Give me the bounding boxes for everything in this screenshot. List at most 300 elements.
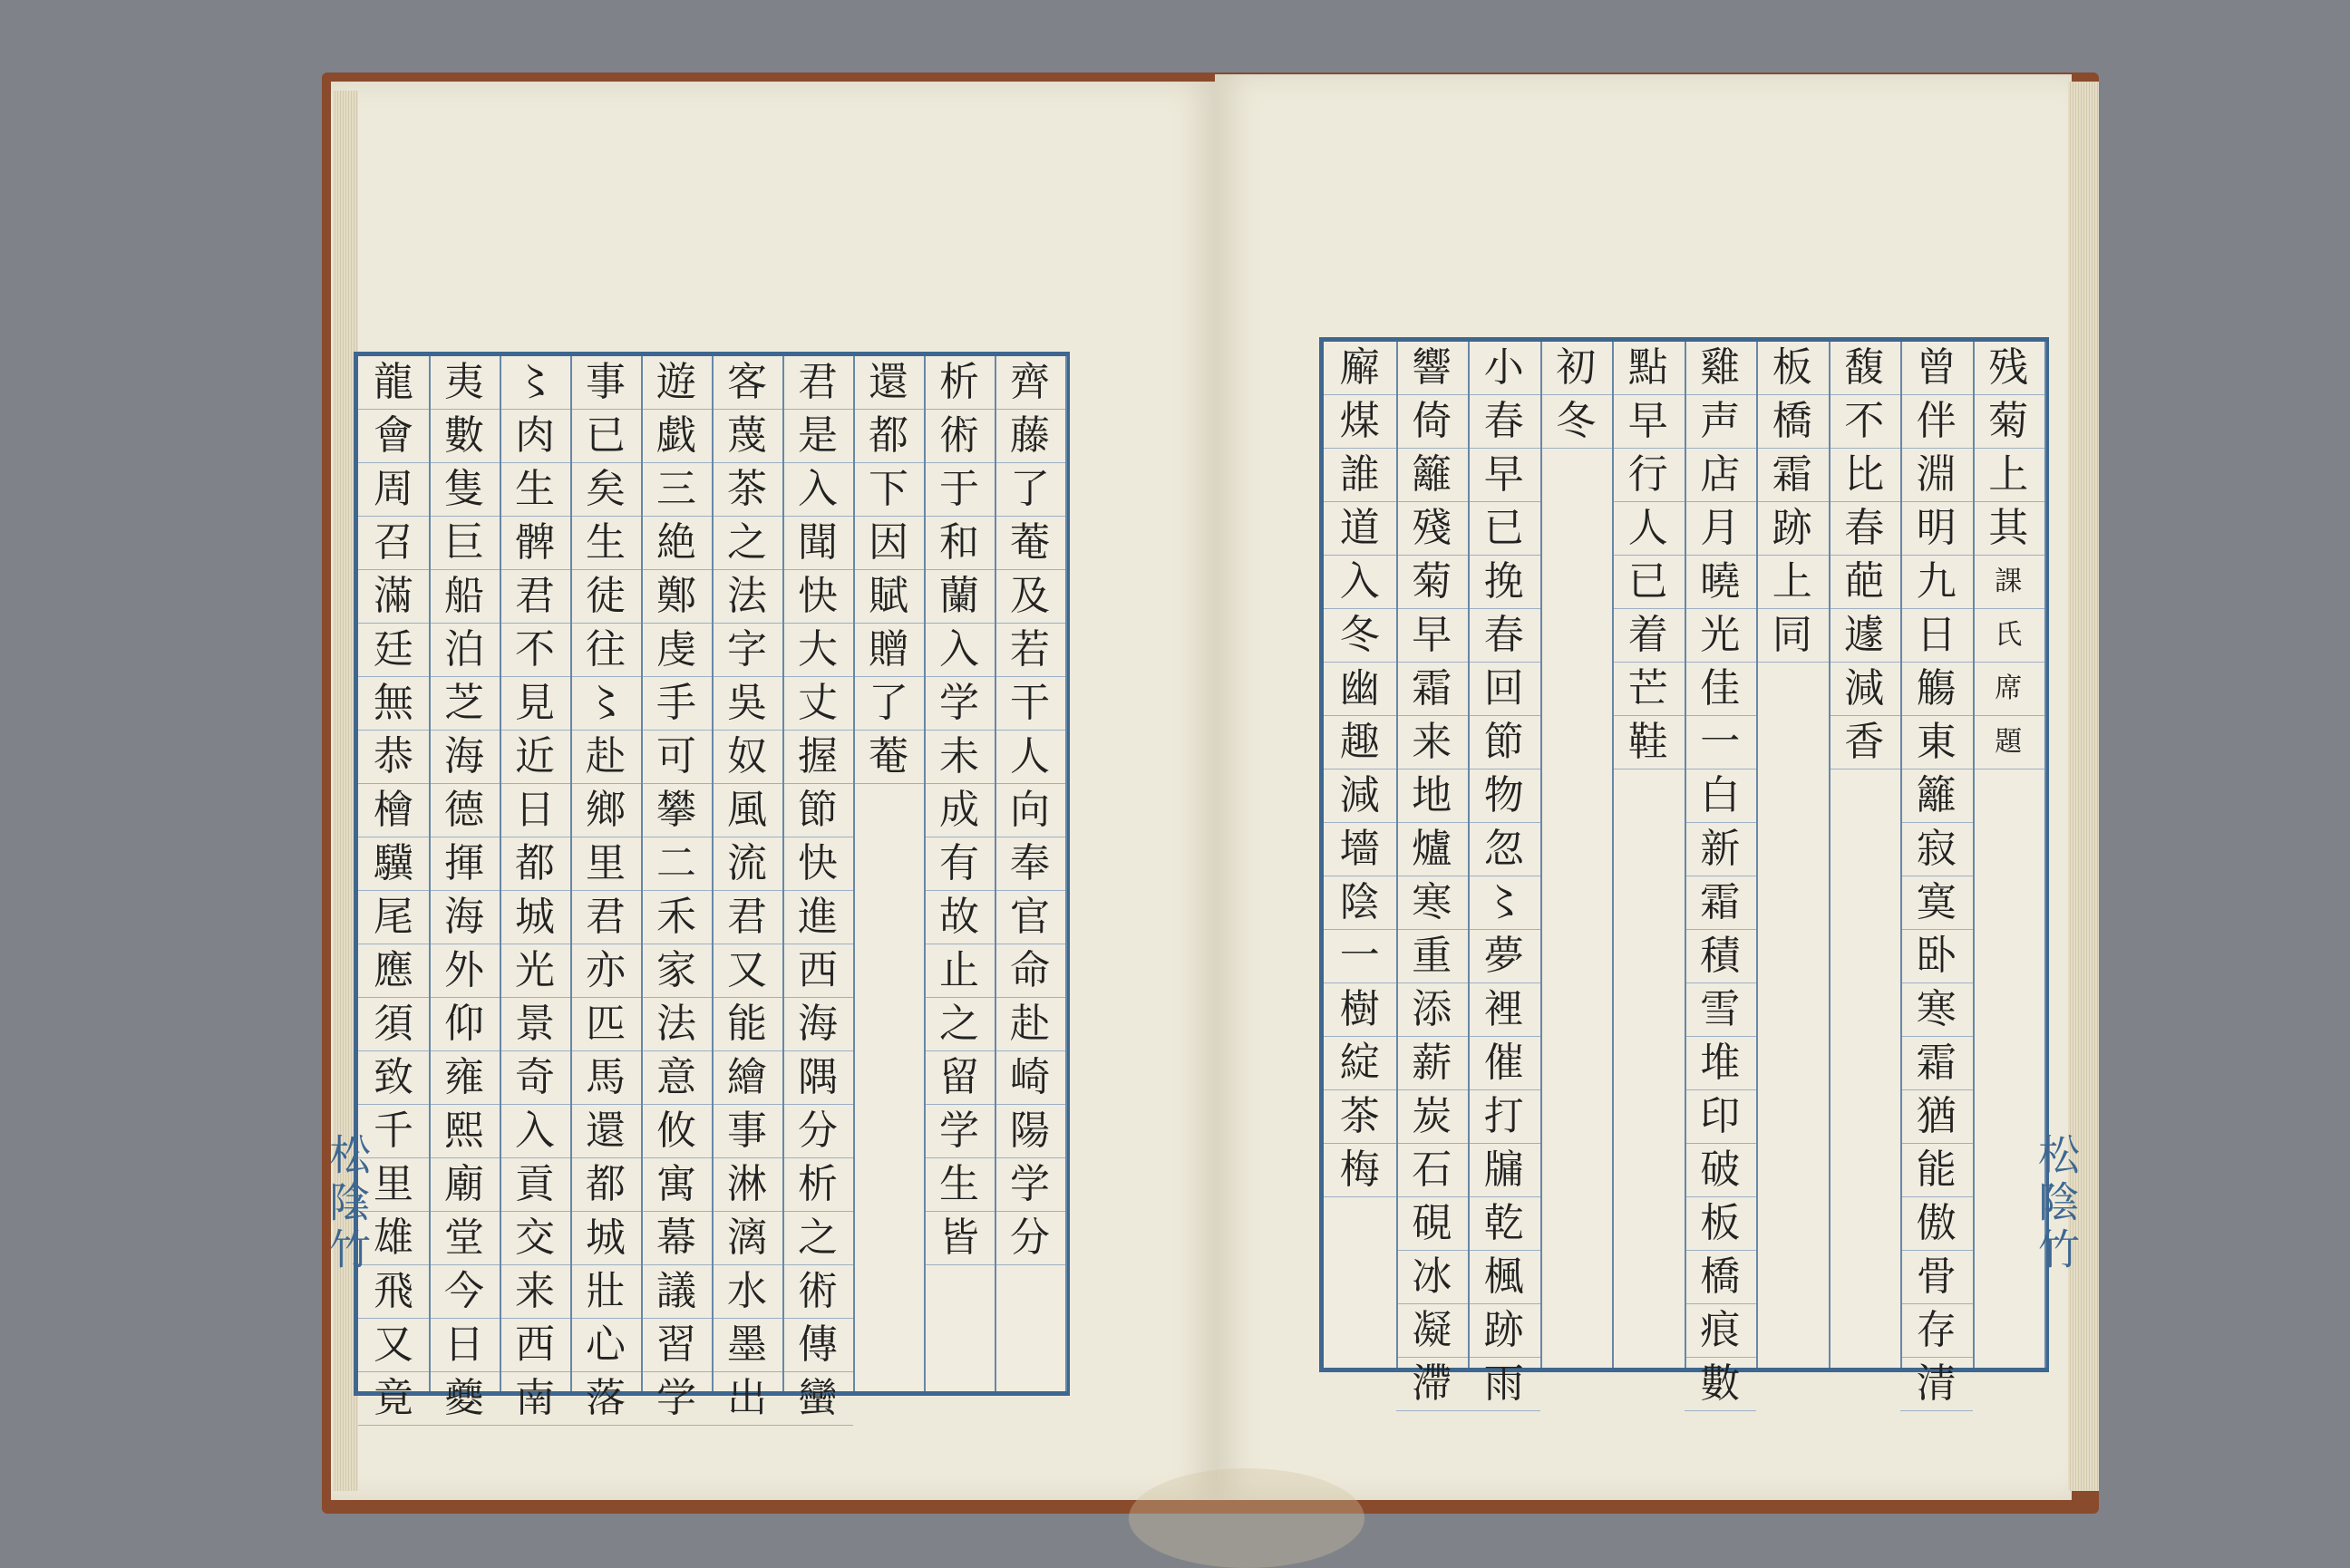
character: 攸	[641, 1105, 712, 1158]
character: 誰	[1324, 449, 1396, 502]
character: 道	[1324, 502, 1396, 556]
character: 来	[1396, 716, 1469, 769]
character: 春	[1468, 395, 1540, 449]
text-column	[712, 356, 784, 1421]
character: 鄉	[570, 784, 641, 837]
text-column	[1900, 342, 1975, 1407]
character: 跡	[1756, 502, 1829, 556]
character: 快	[782, 570, 853, 624]
character: 景	[500, 998, 570, 1051]
character: 無	[358, 677, 429, 731]
character: 肉	[500, 410, 570, 463]
character: 寂	[1900, 823, 1973, 876]
character: 生	[570, 517, 641, 570]
character: 分	[782, 1105, 853, 1158]
character: 滿	[358, 570, 429, 624]
character: 鞋	[1612, 716, 1685, 769]
character: 風	[712, 784, 782, 837]
character: 冬	[1324, 609, 1396, 663]
character: 匹	[570, 998, 641, 1051]
character: 握	[782, 731, 853, 784]
character: 佳	[1685, 663, 1757, 716]
character: 席	[1973, 663, 2045, 716]
character: 德	[429, 784, 500, 837]
character: 初	[1540, 342, 1613, 395]
character: 遽	[1829, 609, 1901, 663]
character: 了	[995, 463, 1065, 517]
character: 生	[924, 1158, 995, 1212]
character: 未	[924, 731, 995, 784]
character: 隅	[782, 1051, 853, 1105]
character: 板	[1685, 1197, 1757, 1251]
text-column	[570, 356, 643, 1421]
character: 竟	[358, 1372, 429, 1426]
character: 残	[1973, 342, 2045, 395]
character: 外	[429, 944, 500, 998]
character: 髀	[500, 517, 570, 570]
character: 熙	[429, 1105, 500, 1158]
text-column	[782, 356, 855, 1421]
character: 清	[1900, 1358, 1973, 1411]
character: 習	[641, 1319, 712, 1372]
character: 白	[1685, 769, 1757, 823]
character: 牖	[1468, 1144, 1540, 1197]
character: 裡	[1468, 983, 1540, 1037]
character: 早	[1396, 609, 1469, 663]
character: 漓	[712, 1212, 782, 1265]
character: 声	[1685, 395, 1757, 449]
character: 仰	[429, 998, 500, 1051]
character: 霜	[1756, 449, 1829, 502]
character: 聞	[782, 517, 853, 570]
character: 吳	[712, 677, 782, 731]
right-text-grid	[1324, 342, 2044, 1407]
character: 海	[429, 891, 500, 944]
character: 里	[358, 1158, 429, 1212]
character: 赴	[995, 998, 1065, 1051]
character: 周	[358, 463, 429, 517]
character: 曉	[1685, 556, 1757, 609]
character: 滯	[1396, 1358, 1469, 1411]
character: 卧	[1900, 930, 1973, 983]
character: 東	[1900, 716, 1973, 769]
character: 攀	[641, 784, 712, 837]
character: 〻	[570, 677, 641, 731]
character: 光	[1685, 609, 1757, 663]
character: 飛	[358, 1265, 429, 1319]
character: 遊	[641, 356, 712, 410]
character: 骨	[1900, 1251, 1973, 1304]
character: 于	[924, 463, 995, 517]
character: 奇	[500, 1051, 570, 1105]
character: 了	[853, 677, 924, 731]
character: 龍	[358, 356, 429, 410]
character: 絶	[641, 517, 712, 570]
character: 殘	[1396, 502, 1469, 556]
character: 倚	[1396, 395, 1469, 449]
character: 店	[1685, 449, 1757, 502]
character: 節	[1468, 716, 1540, 769]
character: 馥	[1829, 342, 1901, 395]
character: 行	[1612, 449, 1685, 502]
character: 點	[1612, 342, 1685, 395]
character: 廨	[1324, 342, 1396, 395]
character: 戯	[641, 410, 712, 463]
character: 都	[570, 1158, 641, 1212]
character: 響	[1396, 342, 1469, 395]
character: 入	[1324, 556, 1396, 609]
character: 同	[1756, 609, 1829, 663]
text-column	[1540, 342, 1615, 1368]
character: 痕	[1685, 1304, 1757, 1358]
character: 客	[712, 356, 782, 410]
character: 落	[570, 1372, 641, 1426]
character: 課	[1973, 556, 2045, 609]
character: 重	[1396, 930, 1469, 983]
character: 樹	[1324, 983, 1396, 1037]
text-column	[1756, 342, 1830, 1368]
character: 丈	[782, 677, 853, 731]
character: 光	[500, 944, 570, 998]
character: 春	[1829, 502, 1901, 556]
character: 不	[500, 624, 570, 677]
character: 入	[924, 624, 995, 677]
character: 寞	[1900, 876, 1973, 930]
character: 都	[853, 410, 924, 463]
character: 回	[1468, 663, 1540, 716]
character: 海	[429, 731, 500, 784]
character: 淋	[712, 1158, 782, 1212]
character: 九	[1900, 556, 1973, 609]
character: 議	[641, 1265, 712, 1319]
character: 禾	[641, 891, 712, 944]
character: 春	[1468, 609, 1540, 663]
character: 致	[358, 1051, 429, 1105]
character: 術	[782, 1265, 853, 1319]
character: 海	[782, 998, 853, 1051]
character: 減	[1829, 663, 1901, 716]
character: 入	[782, 463, 853, 517]
character: 香	[1829, 716, 1901, 769]
character: 能	[1900, 1144, 1973, 1197]
character: 一	[1685, 716, 1757, 769]
character: 上	[1973, 449, 2045, 502]
character: 召	[358, 517, 429, 570]
character: 其	[1973, 502, 2045, 556]
character: 又	[358, 1319, 429, 1372]
character: 虔	[641, 624, 712, 677]
character: 蘭	[924, 570, 995, 624]
character: 和	[924, 517, 995, 570]
character: 学	[924, 1105, 995, 1158]
character: 鄭	[641, 570, 712, 624]
character: 已	[570, 410, 641, 463]
character: 物	[1468, 769, 1540, 823]
left-text-frame	[354, 352, 1070, 1421]
character: 三	[641, 463, 712, 517]
character: 楓	[1468, 1251, 1540, 1304]
character: 今	[429, 1265, 500, 1319]
character: 巨	[429, 517, 500, 570]
character: 奉	[995, 837, 1065, 891]
character: 霜	[1685, 876, 1757, 930]
character: 家	[641, 944, 712, 998]
character: 手	[641, 677, 712, 731]
character: 夔	[429, 1372, 500, 1426]
character: 之	[782, 1212, 853, 1265]
character: 陰	[1324, 876, 1396, 930]
text-column	[924, 356, 996, 1391]
character: 贈	[853, 624, 924, 677]
character: 西	[500, 1319, 570, 1372]
character: 尾	[358, 891, 429, 944]
character: 法	[712, 570, 782, 624]
character: 茶	[712, 463, 782, 517]
character: 船	[429, 570, 500, 624]
character: 齊	[995, 356, 1065, 410]
character: 藤	[995, 410, 1065, 463]
character: 上	[1756, 556, 1829, 609]
character: 矣	[570, 463, 641, 517]
character: 析	[924, 356, 995, 410]
character: 亦	[570, 944, 641, 998]
character: 早	[1468, 449, 1540, 502]
character: 籬	[1900, 769, 1973, 823]
character: 馬	[570, 1051, 641, 1105]
character: 雍	[429, 1051, 500, 1105]
character: 雄	[358, 1212, 429, 1265]
character: 日	[1900, 609, 1973, 663]
character: 近	[500, 731, 570, 784]
right-margin-seal: 松陰竹	[2032, 1133, 2081, 1274]
character: 淵	[1900, 449, 1973, 502]
character: 流	[712, 837, 782, 891]
character: 已	[1612, 556, 1685, 609]
character: 隻	[429, 463, 500, 517]
character: 減	[1324, 769, 1396, 823]
character: 君	[570, 891, 641, 944]
character: 城	[500, 891, 570, 944]
character: 小	[1468, 342, 1540, 395]
character: 菴	[995, 517, 1065, 570]
character: 早	[1612, 395, 1685, 449]
character: 還	[570, 1105, 641, 1158]
character: 千	[358, 1105, 429, 1158]
character: 菊	[1396, 556, 1469, 609]
character: 雞	[1685, 342, 1757, 395]
character: 廟	[429, 1158, 500, 1212]
character: 可	[641, 731, 712, 784]
character: 爐	[1396, 823, 1469, 876]
character: 還	[853, 356, 924, 410]
character: 君	[782, 356, 853, 410]
text-column	[995, 356, 1067, 1391]
character: 皆	[924, 1212, 995, 1265]
character: 冬	[1540, 395, 1613, 449]
character: 猶	[1900, 1090, 1973, 1144]
text-column	[429, 356, 501, 1421]
character: 橋	[1685, 1251, 1757, 1304]
text-column	[1829, 342, 1903, 1368]
text-column	[1324, 342, 1398, 1368]
character: 貢	[500, 1158, 570, 1212]
character: 凝	[1396, 1304, 1469, 1358]
character: 墨	[712, 1319, 782, 1372]
character: 快	[782, 837, 853, 891]
character: 是	[782, 410, 853, 463]
character: 官	[995, 891, 1065, 944]
character: 幽	[1324, 663, 1396, 716]
character: 存	[1900, 1304, 1973, 1358]
character: 數	[429, 410, 500, 463]
character: 学	[995, 1158, 1065, 1212]
character: 添	[1396, 983, 1469, 1037]
character: 墻	[1324, 823, 1396, 876]
character: 崎	[995, 1051, 1065, 1105]
character: 比	[1829, 449, 1901, 502]
character: 留	[924, 1051, 995, 1105]
character: 繪	[712, 1051, 782, 1105]
text-column	[641, 356, 714, 1421]
character: 生	[500, 463, 570, 517]
character: 檜	[358, 784, 429, 837]
character: 催	[1468, 1037, 1540, 1090]
character: 若	[995, 624, 1065, 677]
character: 數	[1685, 1358, 1757, 1411]
character: 〻	[500, 356, 570, 410]
character: 傳	[782, 1319, 853, 1372]
character: 炭	[1396, 1090, 1469, 1144]
character: 〻	[1468, 876, 1540, 930]
character: 芝	[429, 677, 500, 731]
character: 芒	[1612, 663, 1685, 716]
character: 已	[1468, 502, 1540, 556]
character: 籬	[1396, 449, 1469, 502]
character: 積	[1685, 930, 1757, 983]
character: 術	[924, 410, 995, 463]
character: 伴	[1900, 395, 1973, 449]
character: 徒	[570, 570, 641, 624]
character: 成	[924, 784, 995, 837]
character: 地	[1396, 769, 1469, 823]
character: 石	[1396, 1144, 1469, 1197]
character: 梅	[1324, 1144, 1396, 1197]
character: 止	[924, 944, 995, 998]
character: 觴	[1900, 663, 1973, 716]
text-column	[853, 356, 926, 1391]
character: 印	[1685, 1090, 1757, 1144]
character: 跡	[1468, 1304, 1540, 1358]
character: 見	[500, 677, 570, 731]
character: 心	[570, 1319, 641, 1372]
character: 学	[924, 677, 995, 731]
character: 綻	[1324, 1037, 1396, 1090]
character: 驥	[358, 837, 429, 891]
character: 人	[995, 731, 1065, 784]
character: 傲	[1900, 1197, 1973, 1251]
character: 硯	[1396, 1197, 1469, 1251]
character: 冰	[1396, 1251, 1469, 1304]
character: 恭	[358, 731, 429, 784]
character: 西	[782, 944, 853, 998]
character: 寒	[1396, 876, 1469, 930]
character: 壯	[570, 1265, 641, 1319]
text-column	[1685, 342, 1759, 1407]
text-column	[1468, 342, 1542, 1407]
character: 破	[1685, 1144, 1757, 1197]
character: 向	[995, 784, 1065, 837]
character: 二	[641, 837, 712, 891]
character: 打	[1468, 1090, 1540, 1144]
text-column	[1396, 342, 1471, 1407]
character: 析	[782, 1158, 853, 1212]
character: 曾	[1900, 342, 1973, 395]
water-stain	[1129, 1468, 1364, 1568]
character: 法	[641, 998, 712, 1051]
text-column	[500, 356, 572, 1421]
character: 煤	[1324, 395, 1396, 449]
character: 来	[500, 1265, 570, 1319]
character: 君	[712, 891, 782, 944]
character: 應	[358, 944, 429, 998]
character: 節	[782, 784, 853, 837]
character: 日	[429, 1319, 500, 1372]
character: 分	[995, 1212, 1065, 1265]
character: 趣	[1324, 716, 1396, 769]
character: 字	[712, 624, 782, 677]
character: 霜	[1396, 663, 1469, 716]
character: 入	[500, 1105, 570, 1158]
character: 菊	[1973, 395, 2045, 449]
character: 蔑	[712, 410, 782, 463]
character: 都	[500, 837, 570, 891]
character: 雨	[1468, 1358, 1540, 1411]
character: 之	[712, 517, 782, 570]
character: 薪	[1396, 1037, 1469, 1090]
character: 茶	[1324, 1090, 1396, 1144]
character: 人	[1612, 502, 1685, 556]
character: 日	[500, 784, 570, 837]
right-page-edges	[2068, 82, 2099, 1491]
character: 葩	[1829, 556, 1901, 609]
character: 堆	[1685, 1037, 1757, 1090]
character: 故	[924, 891, 995, 944]
character: 板	[1756, 342, 1829, 395]
character: 幕	[641, 1212, 712, 1265]
character: 能	[712, 998, 782, 1051]
character: 赴	[570, 731, 641, 784]
character: 及	[995, 570, 1065, 624]
character: 蠻	[782, 1372, 853, 1426]
character: 進	[782, 891, 853, 944]
character: 水	[712, 1265, 782, 1319]
character: 奴	[712, 731, 782, 784]
character: 霜	[1900, 1037, 1973, 1090]
character: 大	[782, 624, 853, 677]
character: 須	[358, 998, 429, 1051]
character: 城	[570, 1212, 641, 1265]
text-column	[1612, 342, 1686, 1368]
character: 乾	[1468, 1197, 1540, 1251]
character: 菴	[853, 731, 924, 784]
character: 事	[712, 1105, 782, 1158]
character: 廷	[358, 624, 429, 677]
character: 月	[1685, 502, 1757, 556]
character: 忽	[1468, 823, 1540, 876]
character: 雪	[1685, 983, 1757, 1037]
character: 會	[358, 410, 429, 463]
character: 泊	[429, 624, 500, 677]
